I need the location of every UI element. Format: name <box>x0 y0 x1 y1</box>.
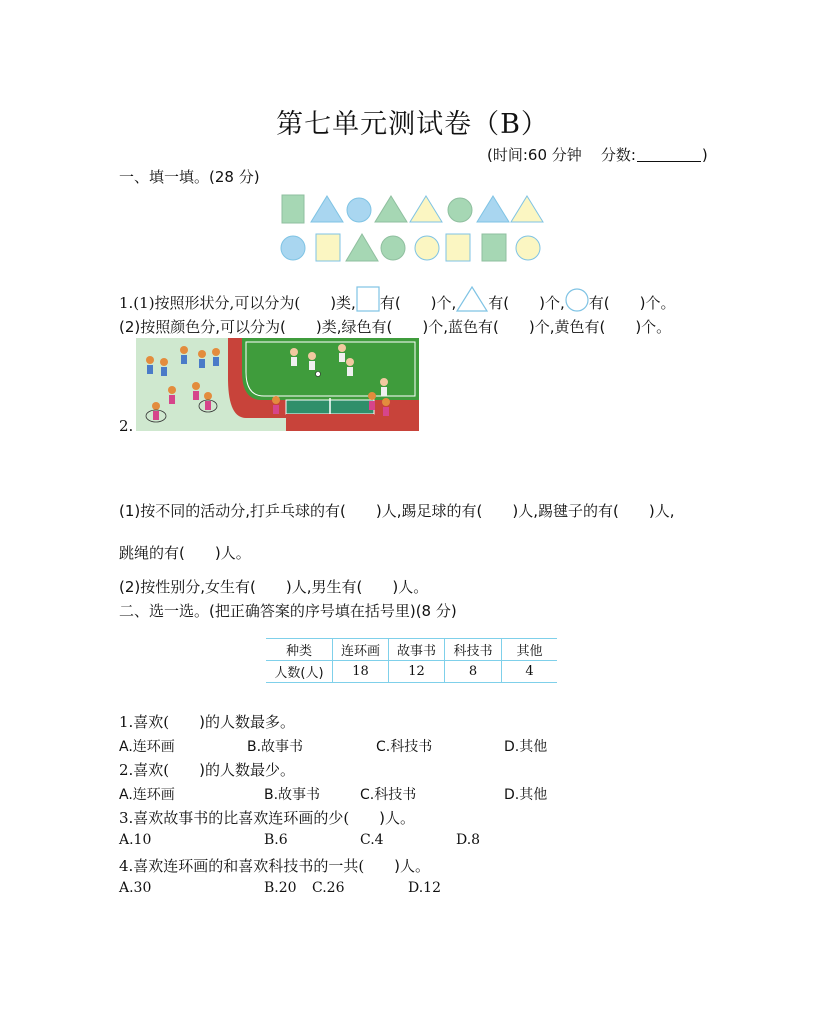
q2-text: )人。 <box>214 544 251 562</box>
table-cell: 8 <box>445 661 502 683</box>
green-square <box>282 195 304 223</box>
mc-question-3 <box>119 807 415 828</box>
option-c[interactable]: C.科技书 <box>360 787 417 803</box>
playground-illustration <box>136 338 419 431</box>
circle-icon <box>565 288 589 316</box>
exam-meta <box>487 144 708 165</box>
question-stem: )的人数最少。 <box>199 761 296 779</box>
yellow-triangle <box>410 196 442 222</box>
option-d[interactable]: D.8 <box>456 832 481 848</box>
question-stem: )的人数最多。 <box>199 713 296 731</box>
yellow-square <box>446 234 470 261</box>
table-header-cell: 连环画 <box>333 639 389 661</box>
blue-triangle <box>311 196 343 222</box>
yellow-circle <box>415 236 439 260</box>
option-c[interactable]: C.26 <box>312 880 345 896</box>
option-b[interactable]: B.故事书 <box>247 739 304 755</box>
table-row <box>266 661 557 683</box>
option-d[interactable]: D.其他 <box>504 787 548 803</box>
option-b[interactable]: B.故事书 <box>264 787 321 803</box>
section-1-heading: 一、填一填。(28 分) <box>119 168 260 186</box>
question-stem: 2.喜欢( <box>119 761 170 779</box>
q2-line-3 <box>119 576 428 597</box>
score-blank[interactable] <box>637 147 701 162</box>
option-a[interactable]: A.10 <box>119 832 152 848</box>
blue-circle <box>281 236 305 260</box>
q1-text: )个,蓝色有( <box>422 318 499 336</box>
table-header-cell: 科技书 <box>445 639 502 661</box>
green-triangle <box>346 234 378 261</box>
table-cell: 12 <box>389 661 445 683</box>
option-a[interactable]: A.30 <box>119 880 152 896</box>
section-2-heading: 二、选一选。(把正确答案的序号填在括号里)(8 分) <box>119 602 457 620</box>
yellow-triangle <box>511 196 543 222</box>
green-triangle <box>375 196 407 222</box>
table-cell: 18 <box>333 661 389 683</box>
q2-line-1 <box>119 500 674 521</box>
q2-line-2 <box>119 542 251 563</box>
green-square <box>482 234 506 261</box>
q1-text: (2)按照颜色分,可以分为( <box>119 318 286 336</box>
mc-question-1 <box>119 711 295 732</box>
blue-circle <box>347 198 371 222</box>
blue-triangle <box>477 196 509 222</box>
q2-text: )人。 <box>392 578 429 596</box>
score-label: 分数: <box>600 146 636 164</box>
q1-line-1 <box>119 286 676 316</box>
square-icon <box>356 286 380 316</box>
option-b[interactable]: B.20 <box>264 880 297 896</box>
q2-text: )人, <box>648 502 675 520</box>
q1-text: )个。 <box>639 294 676 312</box>
green-circle <box>381 236 405 260</box>
q1-text: )类, <box>330 294 356 312</box>
option-d[interactable]: D.12 <box>408 880 441 896</box>
table-cell: 人数(人) <box>266 661 333 683</box>
q1-text: )个, <box>539 294 565 312</box>
option-a[interactable]: A.连环画 <box>119 739 175 755</box>
q1-text: 1.(1)按照形状分,可以分为( <box>119 294 301 312</box>
q2-text: (2)按性别分,女生有( <box>119 578 256 596</box>
page-title: 第七单元测试卷（B） <box>276 109 549 140</box>
table-cell: 4 <box>502 661 558 683</box>
question-stem: 3.喜欢故事书的比喜欢连环画的少( <box>119 809 350 827</box>
option-b[interactable]: B.6 <box>264 832 288 848</box>
option-c[interactable]: C.4 <box>360 832 384 848</box>
shapes-figure <box>280 194 548 264</box>
table-header-cell: 种类 <box>266 639 333 661</box>
q1-line-2 <box>119 316 671 337</box>
question-stem: 4.喜欢连环画的和喜欢科技书的一共( <box>119 857 365 875</box>
table-header-cell: 其他 <box>502 639 558 661</box>
q1-text: 有( <box>379 294 401 312</box>
q2-text: 跳绳的有( <box>119 544 185 562</box>
q1-text: )个, <box>430 294 457 312</box>
yellow-square <box>316 234 340 261</box>
q1-text: )个,黄色有( <box>528 318 606 336</box>
option-c[interactable]: C.科技书 <box>376 739 433 755</box>
yellow-circle <box>516 236 540 260</box>
q2-text: )人,男生有( <box>285 578 363 596</box>
mc-question-4 <box>119 855 430 876</box>
q2-text: )人,踢足球的有( <box>375 502 483 520</box>
question-stem: )人。 <box>394 857 431 875</box>
q1-text: )类,绿色有( <box>315 318 393 336</box>
triangle-icon <box>456 286 488 316</box>
green-circle <box>448 198 472 222</box>
q1-text: 有( <box>588 294 610 312</box>
q1-text: 有( <box>488 294 510 312</box>
option-d[interactable]: D.其他 <box>504 739 548 755</box>
option-a[interactable]: A.连环画 <box>119 787 175 803</box>
table-header-row <box>266 639 557 661</box>
q2-number: 2. <box>119 417 134 435</box>
q2-text: (1)按不同的活动分,打乒乓球的有( <box>119 502 346 520</box>
table-header-cell: 故事书 <box>389 639 445 661</box>
q1-text: )个。 <box>635 318 672 336</box>
mc-question-2 <box>119 759 295 780</box>
meta-close: ) <box>701 146 708 164</box>
book-preference-table <box>266 638 557 683</box>
question-stem: 1.喜欢( <box>119 713 170 731</box>
time-label: (时间:60 分钟 <box>487 146 582 164</box>
q2-text: )人,踢毽子的有( <box>512 502 619 520</box>
question-stem: )人。 <box>379 809 416 827</box>
